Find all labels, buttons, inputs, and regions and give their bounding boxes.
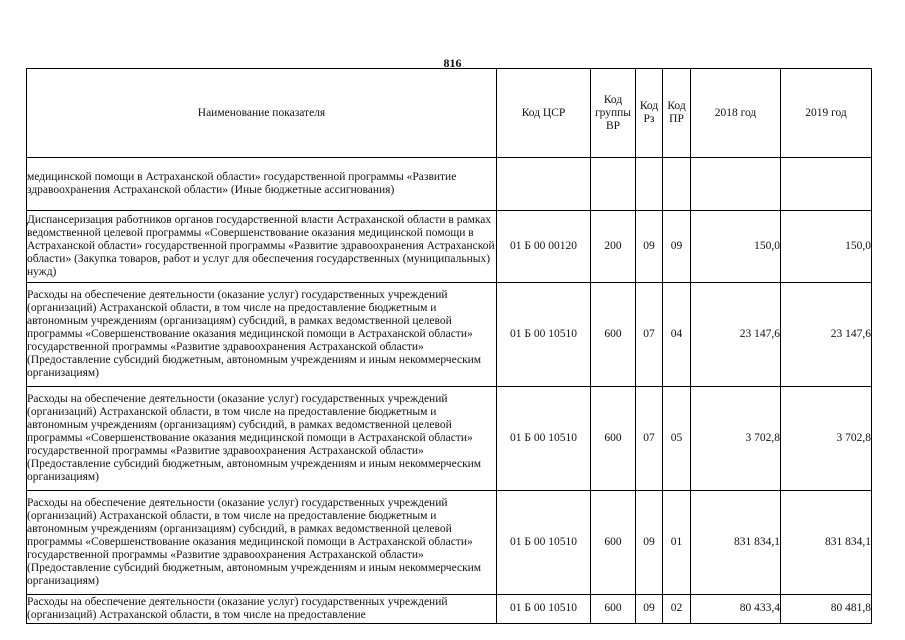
row-2019: 150,0 — [781, 211, 872, 283]
row-vr: 600 — [591, 387, 636, 491]
row-2018: 831 834,1 — [691, 491, 781, 595]
header-2019: 2019 год — [781, 69, 872, 158]
header-csr: Код ЦСР — [497, 69, 591, 158]
row-pr — [663, 158, 691, 211]
row-2018: 3 702,8 — [691, 387, 781, 491]
row-csr: 01 Б 00 10510 — [497, 491, 591, 595]
table-row — [27, 595, 872, 624]
row-vr: 600 — [591, 491, 636, 595]
header-2018: 2018 год — [691, 69, 781, 158]
row-rz: 09 — [636, 491, 663, 595]
row-vr: 200 — [591, 211, 636, 283]
table-row — [27, 491, 872, 595]
row-2019 — [781, 158, 872, 211]
row-vr: 600 — [591, 595, 636, 624]
row-name: Расходы на обеспечение деятельности (оказание услуг) государственных учреждений (организаций) Астраханской области, в том числе на предоставление бюджетным и автономным учреждениям (организациям) субсидий, в рамках ведомственной целевой программы «Совершенствование оказания медицинской помощи в Астраханской области» государственной программы «Развитие здравоохранения Астраханской области» (Предоставление субсидий бюджетным, автономным учреждениям и иным некоммерческим организациям) — [27, 283, 497, 387]
row-2018: 150,0 — [691, 211, 781, 283]
header-rz: Код Рз — [636, 69, 663, 158]
row-pr: 05 — [663, 387, 691, 491]
table-row — [27, 283, 872, 387]
row-rz: 07 — [636, 387, 663, 491]
row-name: Расходы на обеспечение деятельности (оказание услуг) государственных учреждений (организаций) Астраханской области, в том числе на предоставление бюджетным и автономным учреждениям (организациям) субсидий, в рамках ведомственной целевой программы «Совершенствование оказания медицинской помощи в Астраханской области» государственной программы «Развитие здравоохранения Астраханской области» (Предоставление субсидий бюджетным, автономным учреждениям и иным некоммерческим организациям) — [27, 387, 497, 491]
budget-table — [26, 68, 872, 624]
row-pr: 01 — [663, 491, 691, 595]
header-pr: Код ПР — [663, 69, 691, 158]
row-csr: 01 Б 00 10510 — [497, 387, 591, 491]
row-csr: 01 Б 00 10510 — [497, 595, 591, 624]
row-vr — [591, 158, 636, 211]
row-rz: 09 — [636, 211, 663, 283]
row-csr: 01 Б 00 10510 — [497, 283, 591, 387]
row-csr — [497, 158, 591, 211]
row-name: Расходы на обеспечение деятельности (оказание услуг) государственных учреждений (организаций) Астраханской области, в том числе на предоставление — [27, 595, 497, 624]
row-2018: 80 433,4 — [691, 595, 781, 624]
row-rz: 07 — [636, 283, 663, 387]
row-2018 — [691, 158, 781, 211]
table-row — [27, 211, 872, 283]
header-name: Наименование показателя — [27, 69, 497, 158]
row-rz — [636, 158, 663, 211]
row-2019: 831 834,1 — [781, 491, 872, 595]
row-pr: 04 — [663, 283, 691, 387]
header-vr: Код группы ВР — [591, 69, 636, 158]
row-2019: 3 702,8 — [781, 387, 872, 491]
row-pr: 02 — [663, 595, 691, 624]
row-pr: 09 — [663, 211, 691, 283]
header-row — [27, 69, 872, 158]
row-2019: 23 147,6 — [781, 283, 872, 387]
page-number: 816 — [443, 56, 462, 70]
row-name: медицинской помощи в Астраханской области» государственной программы «Развитие здравоохранения Астраханской области» (Иные бюджетные ассигнования) — [27, 158, 497, 211]
table-row — [27, 158, 872, 211]
row-name: Расходы на обеспечение деятельности (оказание услуг) государственных учреждений (организаций) Астраханской области, в том числе на предоставление бюджетным и автономным учреждениям (организациям) субсидий, в рамках ведомственной целевой программы «Совершенствование оказания медицинской помощи в Астраханской области» государственной программы «Развитие здравоохранения Астраханской области» (Предоставление субсидий бюджетным, автономным учреждениям и иным некоммерческим организациям) — [27, 491, 497, 595]
table-row — [27, 387, 872, 491]
row-rz: 09 — [636, 595, 663, 624]
row-name: Диспансеризация работников органов государственной власти Астраханской области в рамках ведомственной целевой программы «Совершенствование оказания медицинской помощи в Астраханской области» государственной программы «Развитие здравоохранения Астраханской области» (Закупка товаров, работ и услуг для обеспечения государственных (муниципальных) нужд) — [27, 211, 497, 283]
row-2019: 80 481,8 — [781, 595, 872, 624]
row-csr: 01 Б 00 00120 — [497, 211, 591, 283]
row-2018: 23 147,6 — [691, 283, 781, 387]
row-vr: 600 — [591, 283, 636, 387]
